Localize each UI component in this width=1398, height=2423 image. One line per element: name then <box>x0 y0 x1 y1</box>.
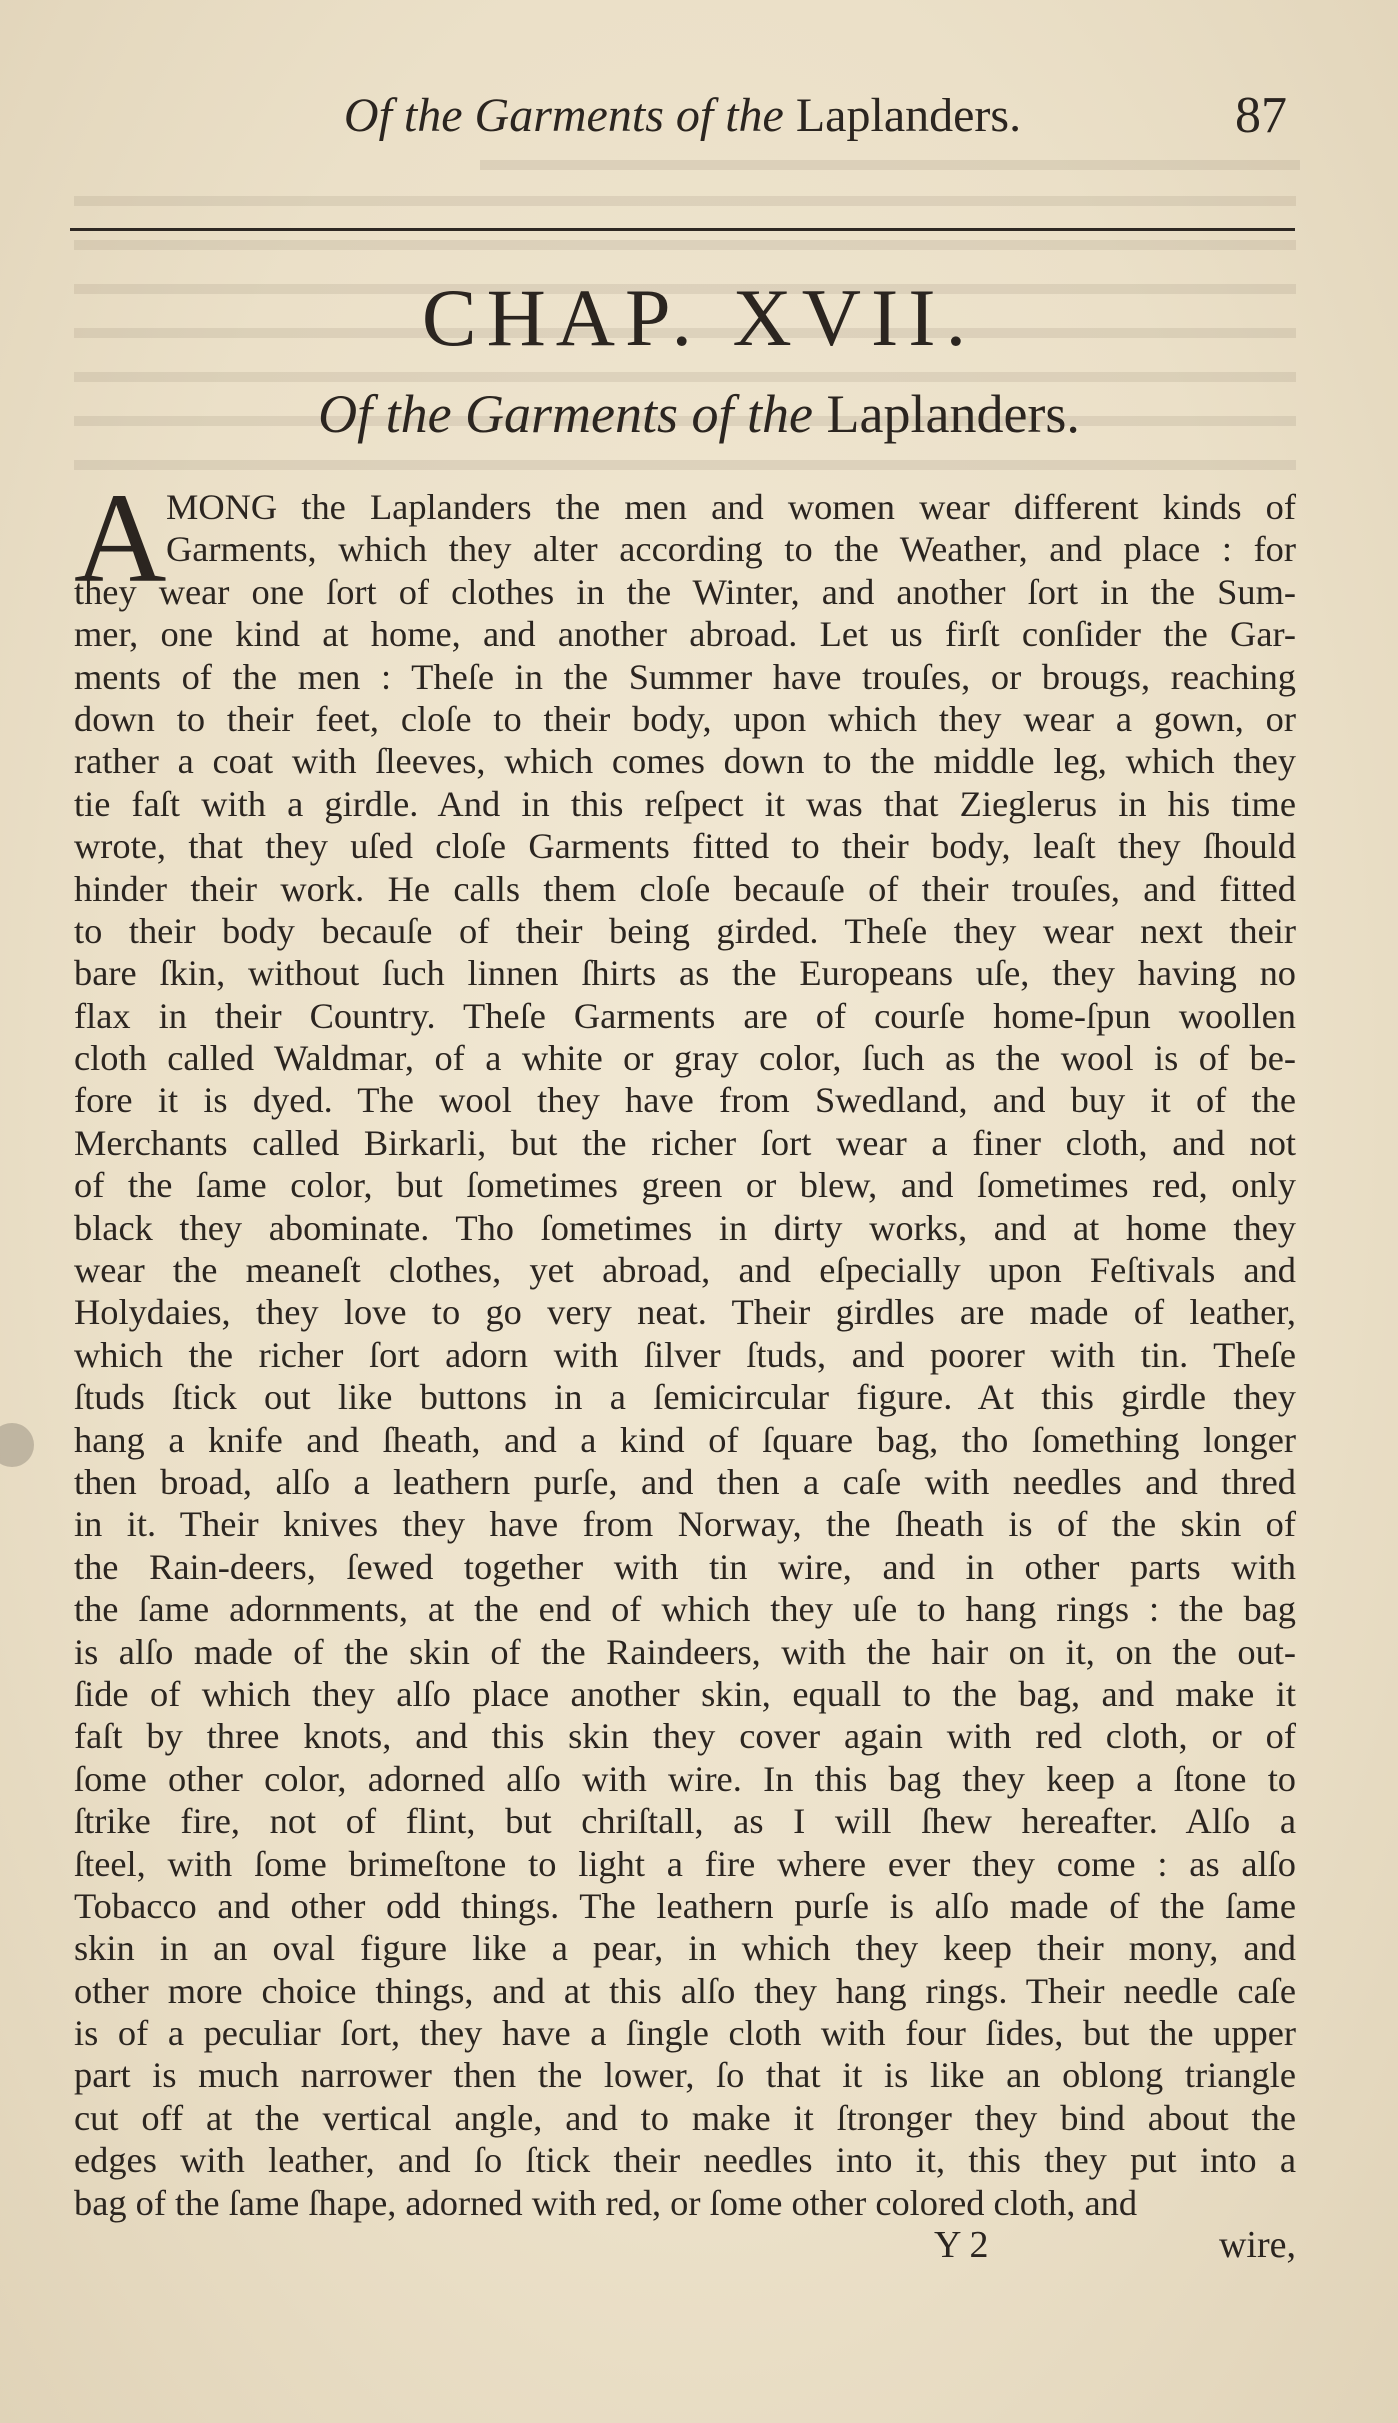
text-line: Holydaies, they love to go very neat. Their girdles are made of leather, <box>74 1292 1296 1333</box>
text-line: is of a peculiar ſort, they have a ſingle cloth with four ſides, but the upper <box>74 2013 1296 2054</box>
text-line: faſt by three knots, and this skin they cover again with red cloth, or of <box>74 1716 1296 1757</box>
chapter-number: CHAP. XVII. <box>421 272 977 363</box>
text-line: cut off at the vertical angle, and to make it ſtronger they bind about the <box>74 2097 1296 2138</box>
text-line: to their body becauſe of their being girded. Theſe they wear next their <box>74 910 1296 951</box>
chapter-title-roman: Laplanders. <box>826 384 1080 444</box>
text-line: tie faſt with a girdle. And in this reſpect it was that Zieglerus in his time <box>74 783 1296 824</box>
body-text <box>74 467 1296 2224</box>
text-line: hang a knife and ſheath, and a kind of ſquare bag, tho ſomething longer <box>74 1419 1296 1460</box>
text-line: cloth called Waldmar, of a white or gray color, ſuch as the wool is of be- <box>74 1038 1296 1079</box>
drop-capital: A <box>74 467 167 609</box>
text-line: MONG the Laplanders the men and women wear different kinds of <box>166 487 1296 527</box>
text-line: the ſame adornments, at the end of which they uſe to hang rings : the bag <box>74 1589 1296 1630</box>
text-line: ſide of which they alſo place another skin, equall to the bag, and make it <box>74 1673 1296 1714</box>
text-line: fore it is dyed. The wool they have from Swedland, and buy it of the <box>74 1080 1296 1121</box>
text-line: skin in an oval figure like a pear, in which they keep their mony, and <box>74 1928 1296 1969</box>
text-line: black they abominate. Tho ſometimes in dirty works, and at home they <box>74 1207 1296 1248</box>
text-line: bare ſkin, without ſuch linnen ſhirts as the Europeans uſe, they having no <box>74 953 1296 994</box>
text-line: hinder their work. He calls them cloſe becauſe of their trouſes, and fitted <box>74 868 1296 909</box>
page-footer <box>74 2222 1296 2268</box>
text-line: Tobacco and other odd things. The leathern purſe is alſo made of the ſame <box>74 1885 1296 1926</box>
text-line: the Rain-deers, ſewed together with tin wire, and in other parts with <box>74 1546 1296 1587</box>
text-line: in it. Their knives they have from Norway, the ſheath is of the skin of <box>74 1504 1296 1545</box>
text-line: ſtuds ſtick out like buttons in a ſemicircular figure. At this girdle they <box>74 1377 1296 1418</box>
text-line: they wear one ſort of clothes in the Winter, and another ſort in the Sum- <box>74 571 1296 612</box>
chapter-title-italic: Of the Garments of the <box>318 384 827 444</box>
signature-mark: Y 2 <box>934 2224 989 2266</box>
text-line: part is much narrower then the lower, ſo that it is like an oblong triangle <box>74 2055 1296 2096</box>
text-line: ſtrike fire, not of flint, but chriſtall, as I will ſhew hereafter. Alſo a <box>74 1801 1296 1842</box>
chapter-title <box>0 378 1398 450</box>
text-line: wrote, that they uſed cloſe Garments fitted to their body, leaſt they ſhould <box>74 826 1296 867</box>
text-line: edges with leather, and ſo ſtick their needles into it, this they put into a <box>74 2140 1296 2181</box>
text-line: which the richer ſort adorn with ſilver ſtuds, and poorer with tin. Theſe <box>74 1334 1296 1375</box>
text-line: bag of the ſame ſhape, adorned with red, or ſome other colored cloth, and <box>74 2182 1138 2223</box>
running-title-roman: Laplanders. <box>795 89 1022 142</box>
running-header <box>70 86 1295 146</box>
text-line: Garments, which they alter according to the Weather, and place : for <box>166 529 1296 570</box>
text-line: wear the meaneſt clothes, yet abroad, and eſpecially upon Feſtivals and <box>74 1250 1296 1291</box>
text-line: of the ſame color, but ſometimes green or blew, and ſometimes red, only <box>74 1165 1296 1206</box>
text-line: other more choice things, and at this alſo they hang rings. Their needle caſe <box>74 1970 1296 2011</box>
running-title-italic: Of the Garments of the <box>343 89 796 142</box>
text-line: then broad, alſo a leathern purſe, and then a caſe with needles and thred <box>74 1461 1296 1502</box>
running-title <box>70 86 1295 146</box>
text-line: rather a coat with ſleeves, which comes down to the middle leg, which they <box>74 741 1296 782</box>
header-rule <box>70 228 1295 231</box>
text-line: ſteel, with ſome brimeſtone to light a fire where ever they come : as alſo <box>74 1843 1296 1884</box>
text-line: mer, one kind at home, and another abroad. Let us firſt conſider the Gar- <box>74 614 1296 655</box>
text-line: down to their feet, cloſe to their body, upon which they wear a gown, or <box>74 698 1296 739</box>
text-line: ments of the men : Theſe in the Summer have trouſes, or brougs, reaching <box>74 656 1296 697</box>
text-line: ſome other color, adorned alſo with wire. In this bag they keep a ſtone to <box>74 1758 1296 1799</box>
catchword: wire, <box>1218 2224 1296 2266</box>
page-number: 87 <box>1235 87 1287 144</box>
text-line: Merchants called Birkarli, but the richer ſort wear a finer cloth, and not <box>74 1122 1296 1163</box>
text-line: is alſo made of the skin of the Raindeers, with the hair on it, on the out- <box>74 1631 1296 1672</box>
text-line: flax in their Country. Theſe Garments are of courſe home-ſpun woollen <box>74 995 1296 1036</box>
